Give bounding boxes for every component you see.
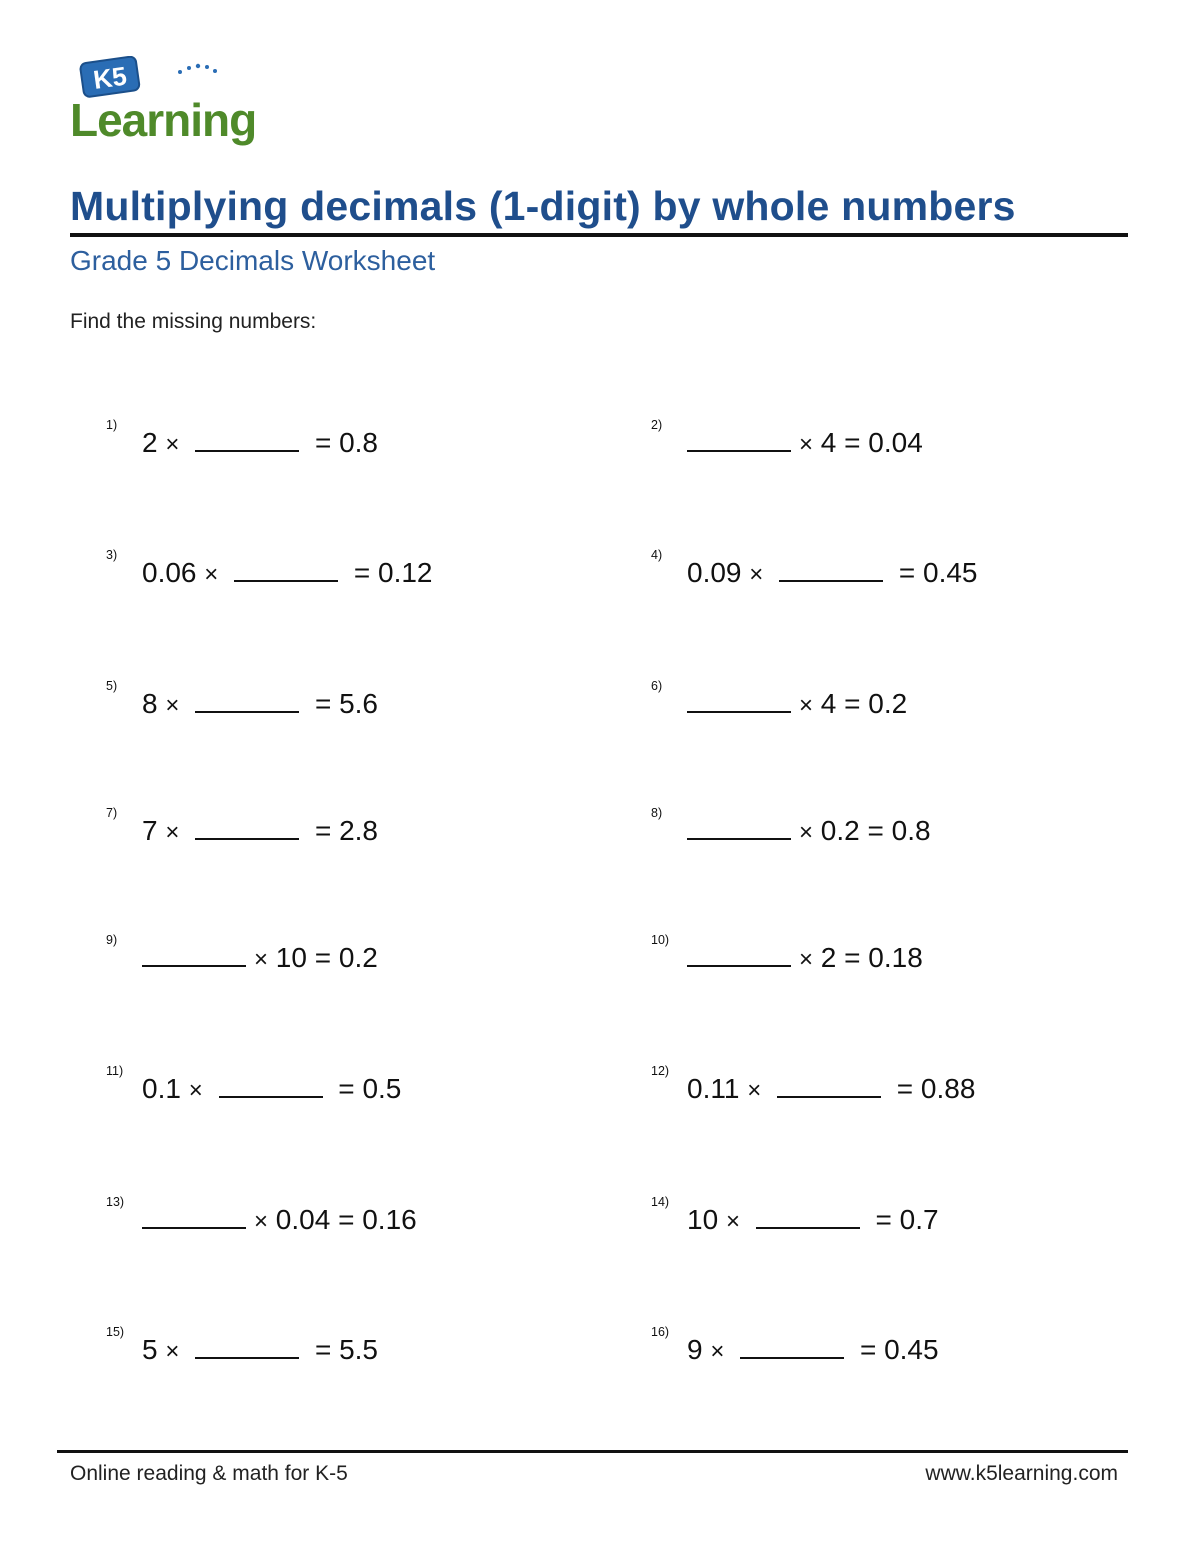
times-sign: × <box>165 692 180 719</box>
equals-sign: = <box>898 557 916 588</box>
answer-blank[interactable] <box>777 1070 881 1098</box>
equals-sign: = <box>314 688 332 719</box>
times-sign: × <box>799 431 814 458</box>
product-value: 0.7 <box>899 1204 939 1235</box>
answer-blank[interactable] <box>195 685 299 713</box>
times-sign: × <box>254 1208 269 1235</box>
logo-word-text: Learning <box>70 94 257 146</box>
times-sign: × <box>204 561 219 588</box>
footer-tagline: Online reading & math for K-5 <box>70 1462 348 1485</box>
product-value: 0.12 <box>378 557 433 588</box>
factor-value: 8 <box>142 688 158 719</box>
factor-value: 0.11 <box>687 1073 740 1104</box>
equals-sign: = <box>859 1334 877 1365</box>
answer-blank[interactable] <box>195 1331 299 1359</box>
times-sign: × <box>747 1077 762 1104</box>
answer-blank[interactable] <box>779 554 883 582</box>
factor-value: 9 <box>687 1334 703 1365</box>
factor-value: 5 <box>142 1334 158 1365</box>
factor-value: 10 <box>687 1204 719 1235</box>
answer-blank[interactable] <box>687 939 791 967</box>
instructions: Find the missing numbers: <box>70 310 317 333</box>
problem-expression <box>687 1201 939 1236</box>
answer-blank[interactable] <box>195 424 299 452</box>
equals-sign: = <box>338 1204 355 1235</box>
problem-expression <box>142 939 378 974</box>
title-divider <box>70 233 1128 237</box>
answer-blank[interactable] <box>687 685 791 713</box>
problem-number: 15) <box>106 1325 125 1339</box>
equals-sign: = <box>314 1334 332 1365</box>
times-sign: × <box>799 946 814 973</box>
footer-website[interactable]: www.k5learning.com <box>925 1462 1118 1485</box>
logo-badge-text: K5 <box>91 60 129 95</box>
problem-number: 9) <box>106 933 118 947</box>
problem-number: 11) <box>106 1064 124 1078</box>
times-sign: × <box>710 1338 725 1365</box>
equals-sign: = <box>314 815 332 846</box>
product-value: 0.16 <box>362 1204 417 1235</box>
product-value: 0.88 <box>920 1073 976 1104</box>
problem-number: 1) <box>106 418 118 432</box>
problem-expression <box>142 554 433 589</box>
problem-expression <box>687 685 907 720</box>
equals-sign: = <box>844 427 861 458</box>
problem-expression <box>142 812 378 847</box>
factor-value: 0.09 <box>687 557 742 588</box>
times-sign: × <box>749 561 764 588</box>
factor-value: 10 <box>275 942 307 973</box>
answer-blank[interactable] <box>756 1201 860 1229</box>
equals-sign: = <box>338 1073 355 1104</box>
problem-number: 4) <box>651 548 663 562</box>
equals-sign: = <box>314 427 332 458</box>
factor-value: 0.1 <box>142 1073 181 1104</box>
equals-sign: = <box>867 815 884 846</box>
answer-blank[interactable] <box>687 812 791 840</box>
problem-expression <box>687 554 978 589</box>
answer-blank[interactable] <box>687 424 791 452</box>
problem-expression <box>142 1331 378 1366</box>
problem-number: 2) <box>651 418 663 432</box>
problem-expression <box>687 424 923 459</box>
product-value: 0.2 <box>868 688 908 719</box>
problem-number: 5) <box>106 679 118 693</box>
factor-value: 2 <box>820 942 837 973</box>
factor-value: 2 <box>142 427 158 458</box>
product-value: 5.6 <box>339 688 379 719</box>
problem-expression <box>687 812 931 847</box>
problem-number: 13) <box>106 1195 125 1209</box>
problem-number: 8) <box>651 806 663 820</box>
product-value: 0.2 <box>338 942 378 973</box>
problem-expression <box>687 1070 975 1105</box>
factor-value: 4 <box>820 688 837 719</box>
equals-sign: = <box>875 1204 892 1235</box>
times-sign: × <box>799 819 814 846</box>
equals-sign: = <box>314 942 332 973</box>
worksheet-subtitle: Grade 5 Decimals Worksheet <box>70 245 436 276</box>
problem-number: 16) <box>651 1325 670 1339</box>
footer-divider <box>57 1450 1128 1453</box>
factor-value: 7 <box>142 815 158 846</box>
problem-number: 7) <box>106 806 118 820</box>
times-sign: × <box>799 692 814 719</box>
factor-value: 0.2 <box>820 815 860 846</box>
problem-expression <box>687 939 923 974</box>
factor-value: 4 <box>820 427 837 458</box>
problem-expression <box>142 1070 401 1105</box>
problem-number: 12) <box>651 1064 670 1078</box>
product-value: 0.45 <box>923 557 978 588</box>
product-value: 5.5 <box>339 1334 379 1365</box>
problem-number: 14) <box>651 1195 670 1209</box>
answer-blank[interactable] <box>195 812 299 840</box>
factor-value: 0.06 <box>142 557 197 588</box>
product-value: 0.8 <box>339 427 379 458</box>
product-value: 0.8 <box>891 815 931 846</box>
answer-blank[interactable] <box>142 1201 246 1229</box>
equals-sign: = <box>896 1073 914 1104</box>
answer-blank[interactable] <box>740 1331 844 1359</box>
product-value: 0.04 <box>868 427 923 458</box>
times-sign: × <box>165 1338 180 1365</box>
product-value: 0.18 <box>868 942 923 973</box>
answer-blank[interactable] <box>142 939 246 967</box>
problem-number: 10) <box>651 933 670 947</box>
factor-value: 0.04 <box>275 1204 331 1235</box>
times-sign: × <box>254 946 269 973</box>
times-sign: × <box>725 1208 740 1235</box>
times-sign: × <box>165 819 180 846</box>
page-title: Multiplying decimals (1-digit) by whole numbers <box>70 183 1016 229</box>
product-value: 2.8 <box>339 815 379 846</box>
equals-sign: = <box>844 942 861 973</box>
problem-expression <box>142 685 378 720</box>
answer-blank[interactable] <box>234 554 338 582</box>
product-value: 0.45 <box>884 1334 939 1365</box>
problem-expression <box>687 1331 939 1366</box>
problem-expression <box>142 1201 417 1236</box>
answer-blank[interactable] <box>219 1070 323 1098</box>
equals-sign: = <box>844 688 861 719</box>
product-value: 0.5 <box>362 1073 402 1104</box>
problem-number: 3) <box>106 548 118 562</box>
problem-expression <box>142 424 378 459</box>
problem-number: 6) <box>651 679 663 693</box>
times-sign: × <box>188 1077 203 1104</box>
logo-graphic <box>68 56 278 148</box>
k5-learning-logo <box>68 56 278 148</box>
equals-sign: = <box>353 557 371 588</box>
times-sign: × <box>165 431 180 458</box>
